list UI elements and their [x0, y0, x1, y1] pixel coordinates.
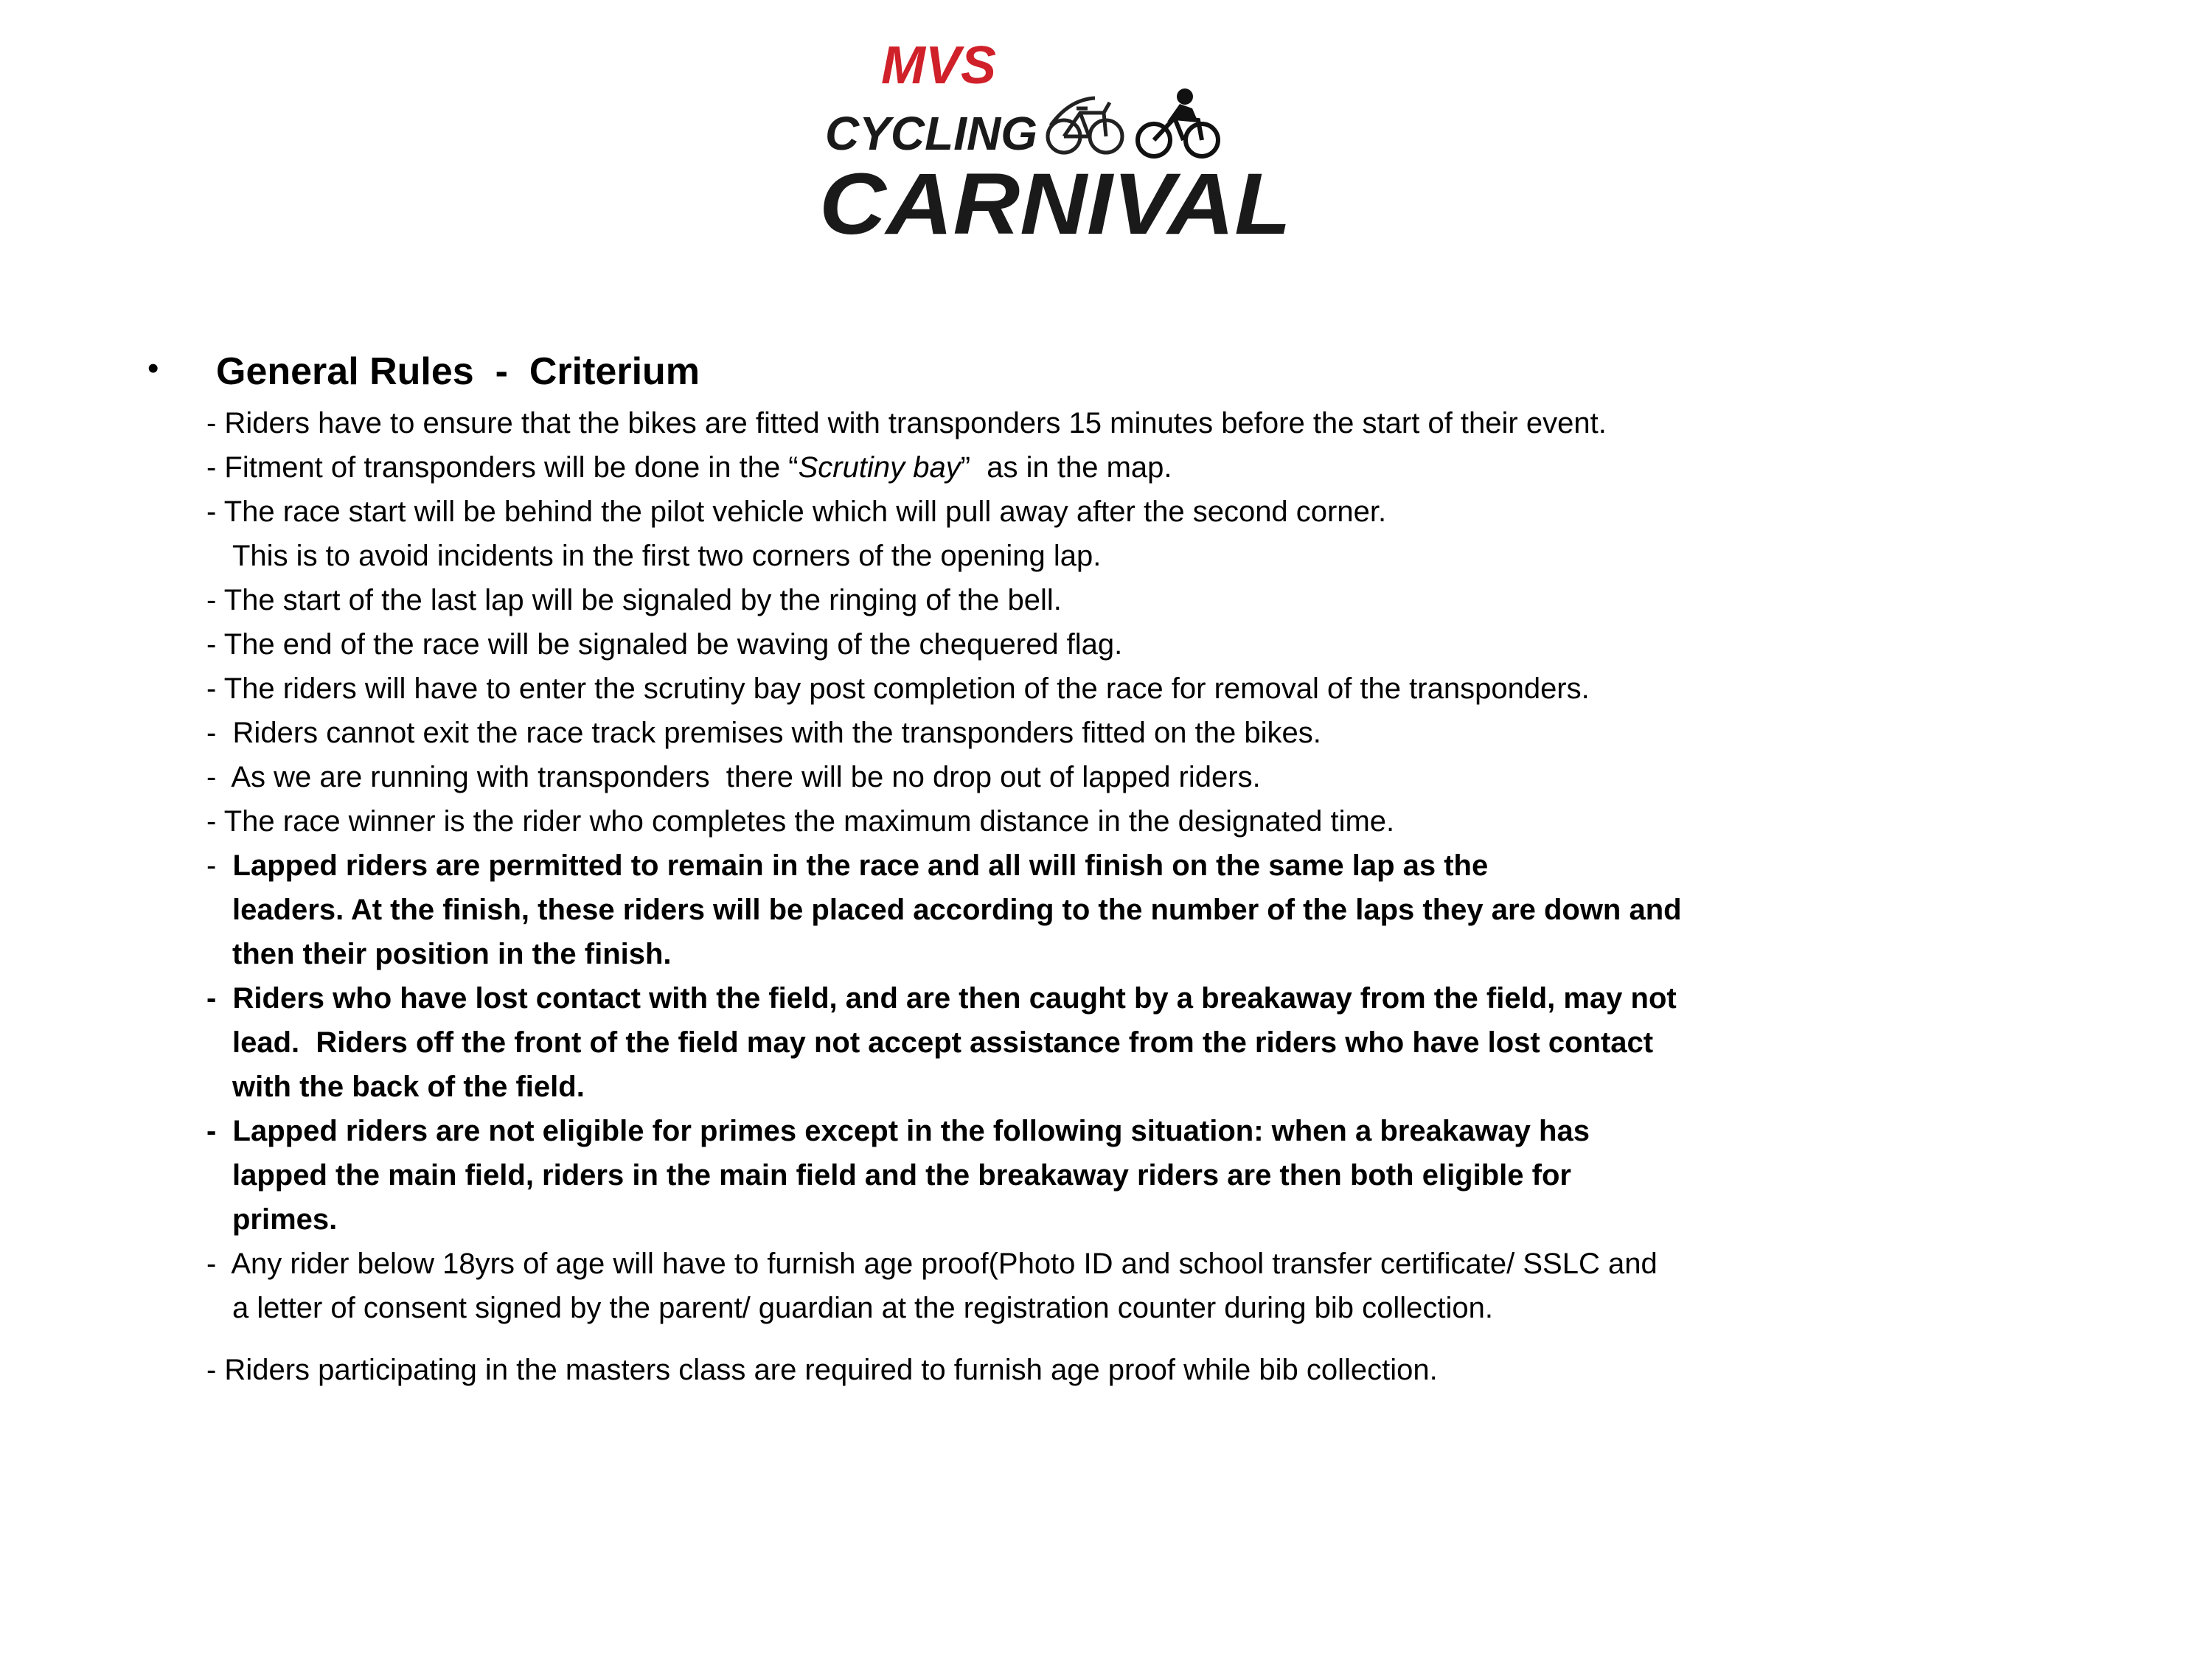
section-subtitle: Criterium [529, 350, 700, 393]
rule-line: - The race start will be behind the pilot vehicle which will pull away after the second corner. [206, 495, 1387, 528]
rule-line-suffix: ” as in the map. [960, 451, 1172, 484]
rule-line: lapped the main field, riders in the main field and the breakaway riders are then both eligible for [232, 1159, 1571, 1192]
rule-line: then their position in the finish. [232, 938, 672, 970]
section-heading [216, 348, 700, 395]
rule-line: with the back of the field. [232, 1071, 585, 1103]
scrutiny-bay-text: Scrutiny bay [798, 451, 961, 484]
rule-line [206, 846, 1488, 885]
rule-line: - Lapped riders are not eligible for primes except in the following situation: when a breakaway has [206, 1115, 1590, 1147]
rule-line-prefix: - [206, 849, 233, 882]
rule-line: - Riders cannot exit the race track premises with the transponders fitted on the bikes. [206, 717, 1321, 749]
rule-line [206, 448, 1172, 487]
logo-cycling-text: CYCLING [825, 107, 1037, 160]
rule-line: - Riders who have lost contact with the field, and are then caught by a breakaway from the field, may not [206, 982, 1677, 1015]
section-title: General Rules [216, 350, 474, 393]
rule-line: - Riders have to ensure that the bikes are fitted with transponders 15 minutes before the start of their event. [206, 407, 1607, 439]
rule-line: - The race winner is the rider who completes the maximum distance in the designated time. [206, 805, 1395, 838]
rule-line-bold: Lapped riders are permitted to remain in the race and all will finish on the same lap as the [232, 849, 1489, 882]
rule-line: - Any rider below 18yrs of age will have to furnish age proof(Photo ID and school transfer certificate/ SSLC and [206, 1248, 1658, 1280]
rule-line: lead. Riders off the front of the field may not accept assistance from the riders who have lost contact [232, 1026, 1654, 1059]
rule-line: a letter of consent signed by the parent/ guardian at the registration counter during bib collection. [232, 1292, 1493, 1324]
rule-line: primes. [232, 1203, 338, 1236]
section-bullet: • [147, 350, 159, 386]
rule-line: - The end of the race will be signaled be waving of the chequered flag. [206, 628, 1123, 661]
logo-carnival-text: CARNIVAL [819, 156, 1291, 247]
logo-mvs-text: MVS [881, 36, 997, 95]
rule-line-prefix: - Fitment of transponders will be done in the “ [206, 451, 799, 484]
rule-line: This is to avoid incidents in the first two corners of the opening lap. [232, 540, 1102, 572]
rule-line: leaders. At the finish, these riders will be placed according to the number of the laps they are down and [232, 894, 1682, 926]
rule-line: - The start of the last lap will be signaled by the ringing of the bell. [206, 584, 1062, 616]
rule-line: - Riders participating in the masters class are required to furnish age proof while bib collection. [206, 1354, 1438, 1386]
section-separator: - [495, 350, 508, 393]
rule-line: - The riders will have to enter the scrutiny bay post completion of the race for removal of the transponders. [206, 672, 1590, 705]
rule-line: - As we are running with transponders there will be no drop out of lapped riders. [206, 761, 1261, 793]
